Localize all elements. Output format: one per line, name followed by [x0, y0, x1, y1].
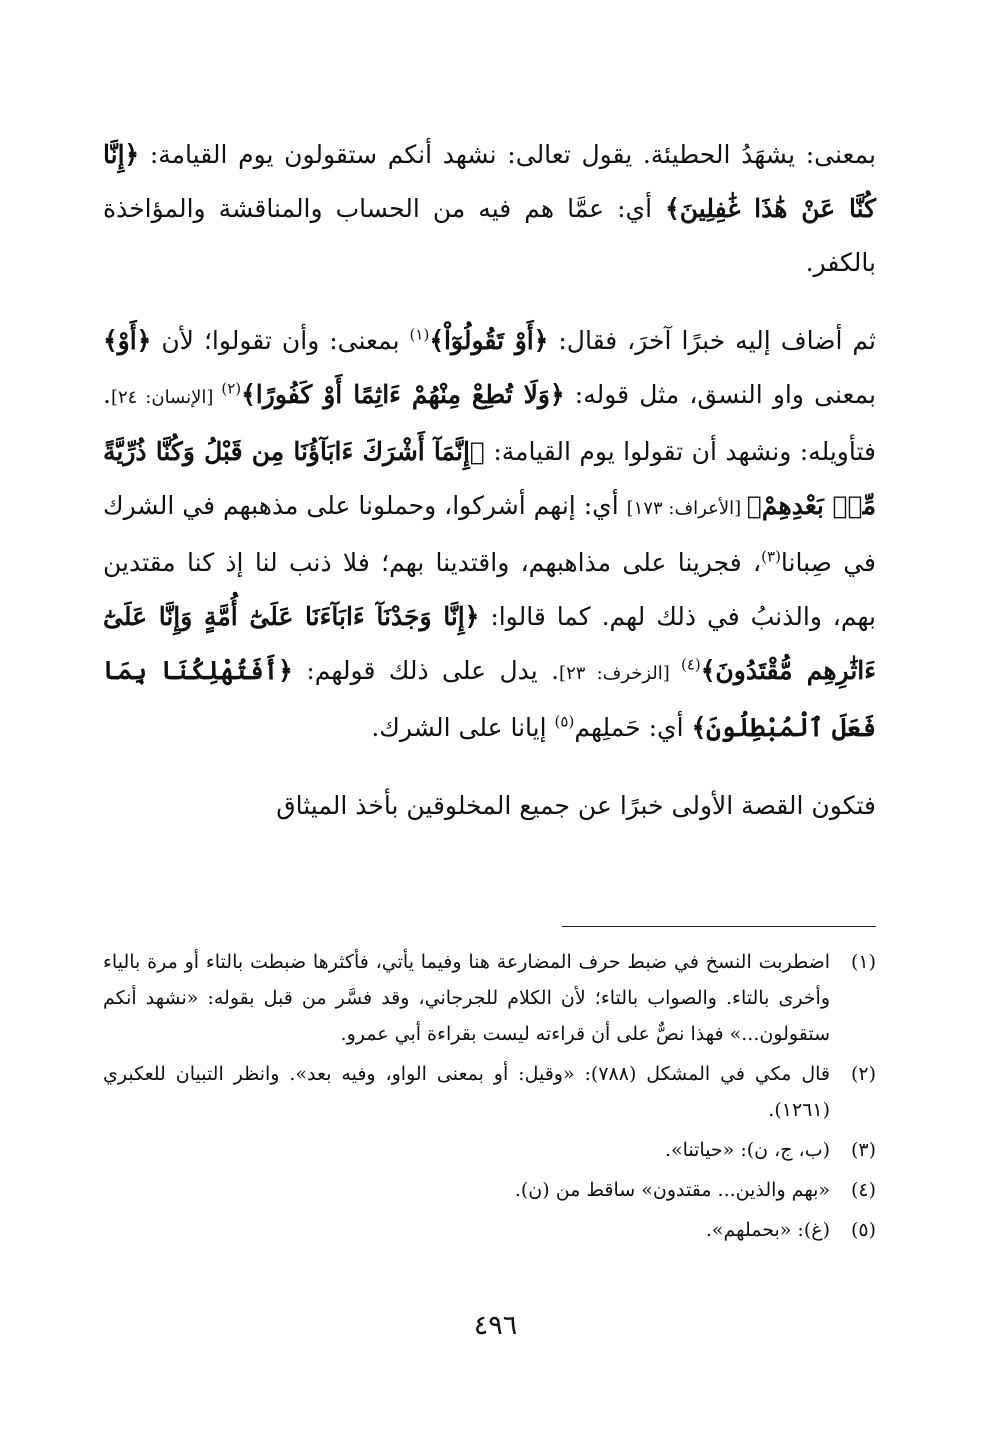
text-segment: ، فجرينا على مذاهبهم، واقتدينا بهم؛ فلا ذنب لنا إذ كنا مقتدين بهم، والذنبُ في ذلك لهم. كما قالوا: [103, 548, 876, 631]
quran-quote: ﴿إِنَّا وَجَدْنَآ ءَابَآءَنَا عَلَىٰٓ أُمَّةٍ وَإِنَّا عَلَىٰٓ ءَاثَٰرِهِم مُّقْتَدُونَ﴾ [103, 602, 876, 685]
footnote-text: قال مكي في المشكل (٧٨٨): «وقيل: أو بمعنى الواو، وفيه بعد». وانظر التبيان للعكبري (١٢٦١). [103, 1063, 830, 1121]
verse-reference: [الإنسان: ٢٤] [110, 387, 222, 408]
text-segment: فتكون القصة الأولى خبرًا عن جميع المخلوقين بأخذ الميثاق [276, 791, 876, 820]
quran-quote: ﴿أَفَتُهْلِكُنَا بِمَا فَعَلَ ٱلْمُبْطِلُونَ﴾ [103, 656, 876, 742]
footnote-number: (٢) [850, 1063, 876, 1085]
footnote-marker: (٢) [221, 379, 242, 398]
verse-reference: [الزخرف: ٢٣] [559, 663, 681, 684]
footnote-text: (ب، ج، ن): «حياتنا». [664, 1139, 830, 1161]
text-segment: أي: عمَّا هم فيه من الحساب والمناقشة والمؤاخذة بالكفر. [103, 194, 876, 277]
footnote-separator [562, 926, 876, 927]
footnote-text: (غ): «بحملهم». [705, 1219, 830, 1241]
verse-reference: [الأعراف: ١٧٣] [626, 498, 747, 519]
footnote-marker: (٣) [761, 547, 781, 566]
text-segment: . فتأويله: ونشهد أن تقولوا يوم القيامة: [103, 380, 876, 466]
body-paragraph [103, 314, 876, 755]
footnotes-list [103, 944, 876, 1252]
body-paragraph [103, 779, 876, 833]
footnote-text: «بهم والذين... مقتدون» ساقط من (ن). [514, 1179, 830, 1201]
body-paragraph [103, 128, 876, 290]
quran-quote: ﴿إِنَّا كُنَّا عَنْ هَٰذَا غَٰفِلِينَ﴾ [103, 140, 877, 223]
text-segment: بمعنى واو النسق، مثل قوله: [564, 380, 876, 409]
body-text [103, 128, 876, 833]
footnote-number: (٤) [850, 1179, 876, 1201]
text-segment: ثم أضاف إليه خبرًا آخرَ، فقال: [548, 326, 876, 355]
page-number: ٤٩٦ [473, 1310, 518, 1341]
text-segment: إيانا على الشرك. [371, 713, 555, 742]
text-segment: بمعنى: يشهَدُ الحطيئة. يقول تعالى: نشهد أنكم ستقولون يوم القيامة: [139, 140, 876, 169]
quran-quote: ﴿إِنَّمَآ أَشْرَكَ ءَابَآؤُنَا مِن قَبْلُ وَكُنَّا ذُرِّيَّةً مِّنۢ بَعْدِهِمْ﴾ [103, 437, 876, 520]
footnote-marker: (٥) [554, 712, 575, 731]
footnote [103, 944, 876, 1052]
footnote [103, 1172, 876, 1208]
footnote [103, 1212, 876, 1248]
text-segment: أي: إنهم أشركوا، وحملونا على مذهبهم في الشرك في صِبانا [103, 491, 877, 577]
footnote [103, 1132, 876, 1168]
text-segment: أي: حَملِهم [574, 713, 692, 742]
footnote-number: (٥) [850, 1219, 876, 1241]
quran-quote: ﴿وَلَا تُطِعْ مِنْهُمْ ءَاثِمًا أَوْ كَفُورًا﴾ [241, 380, 565, 409]
footnote-marker: (١) [409, 325, 430, 344]
quran-quote: ﴿أَوْ﴾ [103, 326, 152, 355]
footnote [103, 1056, 876, 1128]
text-segment: بمعنى: وأن تقولوا؛ لأن [151, 326, 410, 355]
text-segment: . يدل على ذلك قولهم: [292, 656, 560, 685]
footnote-number: (٣) [850, 1139, 876, 1161]
footnote-number: (١) [850, 951, 876, 973]
footnote-text: اضطربت النسخ في ضبط حرف المضارعة هنا وفيما يأتي، فأكثرها ضبطت بالتاء أو مرة بالياء وأخرى بالتاء. والصواب بالتاء؛ لأن الكلام للجرجاني، وقد فسَّر من قبل بقوله: «نشهد أنكم ستقولون...» فهذا نصٌّ على أن قراءته ليست بقراءة أبي عمرو. [103, 951, 830, 1045]
footnote-marker: (٤) [681, 655, 701, 674]
quran-quote: ﴿أَوْ تَقُولُوٓاْ﴾ [429, 326, 549, 355]
